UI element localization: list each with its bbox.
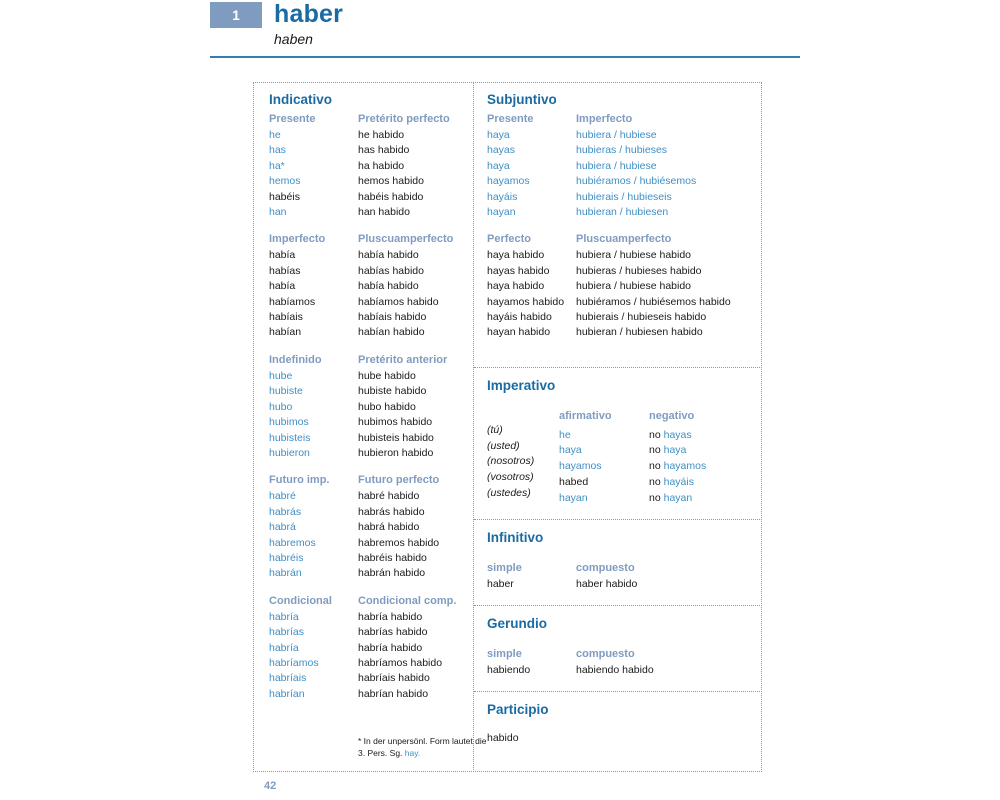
verb-form-text: hayáis [663,475,694,488]
verb-form-text: hayas [663,428,692,441]
header-divider [210,56,800,58]
infinitivo-block [474,519,762,605]
verb-form: hube habido [358,369,416,382]
verb-form: habido [487,732,519,744]
column-header-simple: simple [487,648,522,660]
verb-form: habrán habido [358,567,426,580]
verb-form: habrías [269,626,305,639]
subjuntivo-block [474,82,762,355]
tense-head-preterito-anterior: Pretérito anterior [358,353,448,366]
imperativo-person: (usted) [487,439,520,452]
verb-form: haya [487,129,510,141]
tense-head-preterito-perfecto: Pretérito perfecto [358,113,450,125]
gerundio-block [474,605,762,691]
imperativo-person: (vosotros) [487,471,534,484]
verb-form: habremos habido [358,536,440,549]
verb-form: hubiéramos / hubiésemos habido [576,295,731,308]
tense-head-condicional-comp: Condicional comp. [358,594,457,607]
mode-title-gerundio: Gerundio [487,616,547,631]
verb-form: habría habido [358,610,423,623]
verb-form: hayáis habido [487,311,552,324]
verb-form: habrían habido [358,687,429,700]
forms-subj-presente [487,128,576,220]
verb-form: habían [269,326,302,339]
verb-form: hubimos habido [358,416,433,429]
verb-form: hubieron [269,446,310,459]
verb-form: habíamos habido [358,295,439,308]
verb-number-badge: 1 [210,2,262,28]
tense-pair-futuro [269,474,473,581]
verb-form: habrías habido [358,626,428,639]
verb-form: hemos [269,175,301,188]
verb-form: habríamos habido [358,656,443,669]
verb-form: hubieran / hubiesen [576,206,669,219]
verb-form-text: hayamos [663,460,707,473]
verb-form: habremos [269,536,316,549]
verb-form: hayáis [487,190,518,203]
imperativo-person: (nosotros) [487,455,535,468]
verb-form: hubiste habido [358,385,427,398]
mode-title-participio: Participio [487,702,549,717]
tense-pair-subj-presente [487,113,762,220]
verb-form: hubiéramos / hubiésemos [576,175,697,188]
negation-word: no [649,491,664,504]
forms-subj-pluscuamperfecto [576,248,762,340]
verb-form: haber [487,578,514,590]
verb-form: hubieron habido [358,446,434,459]
verb-form: han [269,206,287,219]
negation-word: no [649,475,664,488]
forms-imperfecto [269,248,358,340]
verb-form: hayas habido [487,264,550,277]
participio-block [474,691,762,772]
verb-form: ha* [269,159,285,172]
column-header-compuesto: compuesto [576,648,635,660]
forms-condicional [269,610,358,702]
mode-title-imperativo: Imperativo [487,378,556,393]
indicativo-column [253,82,487,772]
spacer [487,409,559,423]
verb-form: habrás habido [358,505,425,518]
verb-form: hubierais / hubieseis habido [576,311,707,324]
verb-form: habríais habido [358,672,430,685]
negation-word: no [649,460,664,473]
verb-form: hubimos [269,416,309,429]
verb-form: habríais [269,672,307,685]
column-header-compuesto: compuesto [576,562,635,574]
verb-form [649,443,762,459]
verb-form [649,475,762,491]
verb-form: haya [487,159,510,172]
verb-form: habré habido [358,490,420,503]
imperativo-afirmativo-column [559,409,649,506]
tense-head-indefinido: Indefinido [269,353,322,366]
forms-condicional-comp [358,610,473,702]
right-column [474,82,762,772]
indicativo-block [253,82,473,723]
verb-form-text: hayan [663,491,693,504]
column-header-afirmativo: afirmativo [559,410,612,422]
verb-form: habed [559,475,589,488]
verb-form: hubisteis [269,431,311,444]
verb-form: habíamos [269,295,316,308]
footnote-line-1: * In der unpersönl. Form lautet die [358,736,487,746]
verb-form: habría [269,610,299,623]
forms-preterito-anterior [358,369,473,461]
verb-form: hubieras / hubieses habido [576,264,702,277]
verb-form: hayamos [559,460,602,473]
imperativo-person-column [487,409,559,506]
verb-form: habrá habido [358,521,420,534]
verb-form: habías [269,264,301,277]
verb-form: haya habido [487,249,545,262]
verb-form: has [269,144,286,157]
tense-pair-presente [269,113,473,220]
forms-indefinido [269,369,358,461]
verb-form: hubisteis habido [358,431,434,444]
verb-form: habréis [269,551,304,564]
verb-form: hubiste [269,385,303,398]
verb-form: has habido [358,144,410,157]
page-header [210,0,800,58]
forms-subj-imperfecto [576,128,762,220]
imperativo-table [487,409,762,506]
forms-presente [269,128,358,220]
verb-form: había habido [358,280,419,293]
tense-head-presente: Presente [269,113,316,125]
gerundio-table [487,648,762,678]
verb-form: había habido [358,249,419,262]
verb-form: habéis [269,190,300,203]
verb-form: hayas [487,144,516,157]
verb-form: haya [559,444,582,457]
verb-form: habíais [269,311,303,324]
footnote-link: hay. [404,748,421,758]
verb-form-text: haya [663,444,687,457]
tense-head-imperfecto: Imperfecto [269,233,326,246]
tense-pair-subj-perfecto [487,233,762,340]
tense-pair-condicional [269,595,473,702]
verb-form: hayan [559,491,588,504]
verb-form: hayan [487,206,516,219]
imperativo-person: (ustedes) [487,486,531,499]
verb-form: hubo habido [358,400,416,413]
tense-head-futuro-perfecto: Futuro perfecto [358,474,440,487]
verb-form: habrían [269,687,305,700]
verb-form: habríamos [269,656,319,669]
verb-form: haya habido [487,280,545,293]
page-title: haber [274,0,344,28]
verb-form: hubiera / hubiese [576,129,657,141]
tense-head-futuro-imp: Futuro imp. [269,474,330,487]
verb-form: hubierais / hubieseis [576,190,672,203]
forms-futuro-imp [269,489,358,581]
mode-title-subjuntivo: Subjuntivo [487,92,557,107]
page-number: 42 [264,780,277,792]
infinitivo-table [487,562,762,592]
mode-title-infinitivo: Infinitivo [487,530,544,545]
verb-form: he [269,129,281,141]
verb-form: habrán [269,567,302,580]
verb-form: he [559,428,571,441]
verb-form: haber habido [576,578,638,590]
verb-form: hubieras / hubieses [576,144,668,157]
verb-form: habiendo [487,664,531,676]
verb-form: hubo [269,400,293,413]
verb-form [649,459,762,475]
verb-form: habéis habido [358,190,424,203]
tense-head-subj-perfecto: Perfecto [487,233,532,246]
verb-form: habría habido [358,641,423,654]
imperativo-person: (tú) [487,424,503,436]
imperativo-block [474,367,762,504]
verb-form: hubiera / hubiese habido [576,280,692,293]
verb-form: hayamos habido [487,295,565,308]
verb-form: habían habido [358,326,425,339]
verb-form: hubiera / hubiese [576,159,657,172]
verb-form: habré [269,490,296,503]
column-header-simple: simple [487,562,522,574]
verb-form: habrá [269,521,296,534]
verb-form: han habido [358,206,410,219]
verb-form: había [269,280,296,293]
verb-form: he habido [358,129,405,141]
verb-form [649,428,762,444]
verb-translation: haben [274,31,313,47]
imperativo-negativo-column [649,409,762,506]
footnote-text: 3. Pers. Sg. [358,748,405,758]
tense-head-subj-imperfecto: Imperfecto [576,113,633,125]
tense-head-subj-pluscuamperfecto: Pluscuamperfecto [576,233,672,246]
verb-form: habría [269,641,299,654]
negation-word: no [649,444,664,457]
mode-title-indicativo: Indicativo [269,92,333,107]
tense-head-condicional: Condicional [269,594,332,607]
verb-form: habrás [269,505,302,518]
tense-head-pluscuamperfecto: Pluscuamperfecto [358,233,454,246]
tense-head-subj-presente: Presente [487,113,534,125]
verb-form: habréis habido [358,551,427,564]
verb-form: hubiera / hubiese habido [576,249,692,262]
forms-subj-perfecto [487,248,576,340]
verb-form: habías habido [358,264,424,277]
verb-form: hubieran / hubiesen habido [576,326,703,339]
tense-pair-imperfecto [269,233,473,340]
verb-form: hemos habido [358,175,424,188]
forms-pluscuamperfecto [358,248,473,340]
verb-form: hayamos [487,175,530,188]
verb-form: había [269,249,296,262]
verb-form: habiendo habido [576,664,654,676]
forms-preterito-perfecto [358,128,473,220]
column-header-negativo: negativo [649,410,695,422]
forms-futuro-perfecto [358,489,473,581]
verb-form: ha habido [358,159,405,172]
verb-form: hube [269,369,293,382]
verb-form [649,491,762,507]
negation-word: no [649,428,664,441]
tense-pair-indefinido [269,354,473,461]
verb-form: habíais habido [358,311,427,324]
verb-form: hayan habido [487,326,551,339]
